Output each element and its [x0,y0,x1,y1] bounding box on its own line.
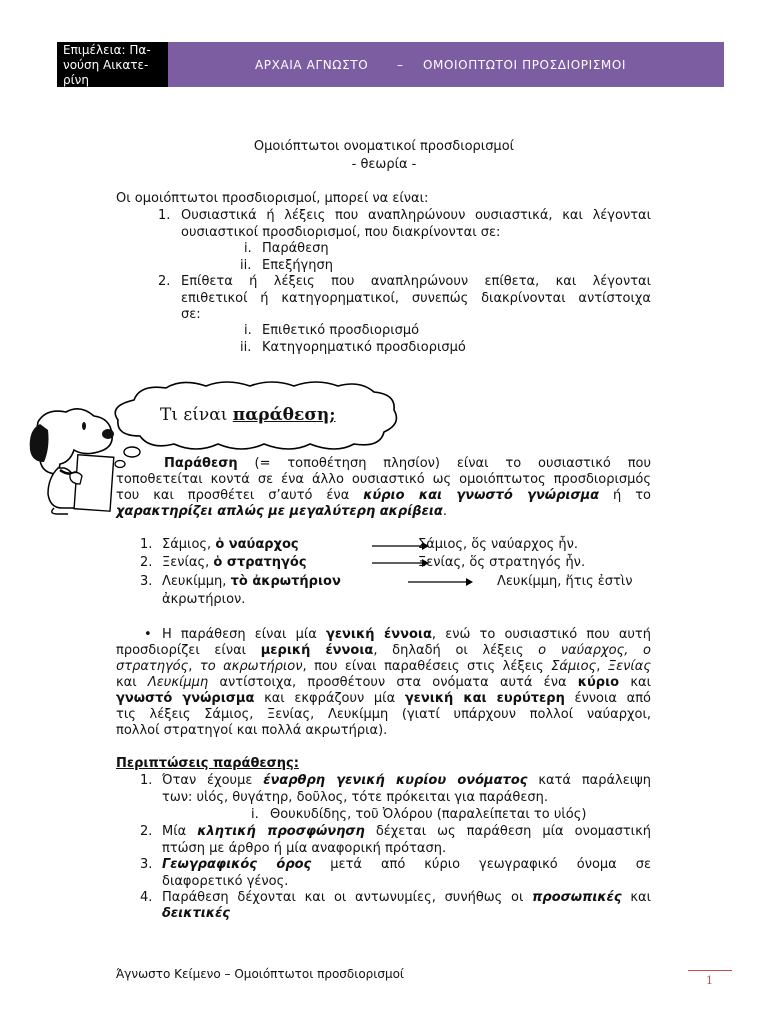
header-banner [168,42,724,87]
list-number: 3. [140,857,153,872]
bullet-line [116,690,651,707]
bullet-bold: γενική και ευρύτερη [404,691,565,706]
list-number: i. [244,241,252,256]
page-subtitle: - θεωρία - [351,157,417,172]
case-line [162,772,651,789]
bullet-text: , ενώ το ουσιαστικό που αυτή [431,627,651,642]
footer-divider [688,970,732,971]
example-apposition: ὁ ναύαρχος [215,537,299,552]
cases-heading: Περιπτώσεις παράθεσης: [116,756,299,771]
bullet-italic: το ακρωτήριον [199,659,303,674]
bubble-question-prefix: Τι είναι [160,405,233,425]
case-text: μετά από κύριο γεωγραφικό όνομα σε [330,857,651,872]
definition-text: του και προσθέτει σ’αυτό ένα [116,488,350,503]
list-number: 4. [140,890,153,905]
intro-item1-line: ουσιαστικοί προσδιορισμοί, που διακρίνονται σε: [181,225,501,240]
definition-text: (= τοποθέτηση πλησίον) είναι το ουσιαστικό που [254,456,652,471]
definition-line [116,503,447,520]
example-number: 1. [140,537,153,552]
case-text: κατά παράλειψη [538,773,651,788]
bullet-text: και [630,675,651,690]
example-continuation: ἀκρωτήριον. [162,592,246,607]
case-line [162,823,651,840]
list-number: i. [251,807,259,822]
bullet-text: και [116,675,137,690]
case-emphasis: έναρθρη γενική κυρίου ονόματος [263,773,528,788]
bullet-bold: μερική έννοια [260,643,374,658]
footer-text: Άγνωστο Κείμενο – Ομοιόπτωτοι προσδιορισμοί [116,967,404,981]
example-left [162,573,341,590]
bullet-text: αντίστοιχα, προσθέτουν στα ονόματα αυτά ένα [219,675,567,690]
page-title: Ομοιόπτωτοι ονοματικοί προσδιορισμοί [253,139,515,154]
bullet-line [162,626,651,643]
case-line: των: υἱός, θυγάτηρ, δοῦλος, τότε πρόκειται για παράθεση. [162,790,548,805]
intro-subitem: Κατηγορηματικό προσδιορισμό [262,340,466,355]
bullet-text: , [596,659,601,674]
case-emphasis: κλητική προσφώνηση [197,824,365,839]
bullet-italic: Λευκίμμη [147,675,209,690]
bullet-italic: , ο [624,643,651,658]
bullet-bold: γνωστό γνώρισμα [116,691,255,706]
bullet-text: Η παράθεση είναι μία [162,627,317,642]
snoopy-icon [18,404,118,516]
intro-subitem: Επεξήγηση [262,258,333,273]
bullet-bold: κύριο [577,675,620,690]
list-number: i. [244,323,252,338]
example-apposition: τὸ ἀκρωτήριον [230,574,341,589]
case-subitem: Θουκυδίδης, τοῦ Ὀλόρου (παραλείπεται το υἱός) [270,807,587,822]
case-text: δέχεται ως παράθεση μία ονομαστική [375,824,651,839]
example-noun: Σάμιος, [162,537,216,552]
definition-line [116,487,651,504]
case-line: διαφορετικό γένος. [162,874,289,889]
list-number: 2. [158,274,171,289]
case-text: και [630,890,651,905]
definition-text: . [442,504,447,519]
bullet-line: τις λέξεις Σάμιος, Ξενίας, Λευκίμμη (γιατί υπάρχουν πολλοί ναύαρχοι, [116,707,651,722]
page-number: 1 [706,974,713,987]
bullet-italic: ο ναύαρχος [538,643,625,658]
bubble-question-term: παράθεση; [232,405,336,425]
bullet-text: προσδιορίζει είναι [116,643,247,658]
bullet-line [116,642,651,659]
intro-subitem: Επιθετικό προσδιορισμό [262,323,420,338]
example-noun: Λευκίμμη, [162,574,231,589]
definition-line [164,455,651,472]
bullet-italic: στρατηγός [116,659,189,674]
author-line: ρίνη [63,73,89,87]
definition-text: ή το [613,488,651,503]
intro-item2-line: σε: [181,307,201,322]
case-emphasis: Γεωγραφικός όρος [162,857,312,872]
author-line: νούση Αικατε- [63,58,149,72]
definition-term: Παράθεση [164,456,238,471]
bullet-text: , [188,659,200,674]
example-number: 3. [140,574,153,589]
bullet-text: , που είναι παραθέσεις στις λέξεις [302,659,544,674]
example-right: Ξενίας, ὅς στρατηγός ἦν. [418,555,586,570]
intro-item2-line: Επίθετα ή λέξεις που αναπληρώνουν επίθετα, και λέγονται [181,274,651,289]
bubble-question [160,404,336,426]
case-text: Μία [162,824,187,839]
example-right: Λευκίμμη, ἥτις ἐστὶν [497,574,633,589]
definition-emphasis: χαρακτηρίζει απλώς με μεγαλύτερη ακρίβεια [116,504,443,519]
header-subject: ΑΡΧΑΙΑ ΑΓΝΩΣΤΟ [255,58,369,72]
bullet-text: , δηλαδή οι λέξεις [373,643,524,658]
case-line [162,889,651,906]
header-dash: – [397,58,404,72]
bullet-bold: γενική έννοια [325,627,432,642]
author-line: Επιμέλεια: Πα- [63,43,151,57]
example-left [162,554,307,571]
case-text: Παράθεση δέχονται και οι αντωνυμίες, συνήθως οι [162,890,524,905]
example-left [162,536,299,553]
example-noun: Ξενίας, [162,555,214,570]
bullet-text: και εκφράζουν μία [264,691,396,706]
arrow-icon [406,576,476,588]
bullet-italic: Σάμιος [551,659,597,674]
bullet-text: έννοια από [574,691,651,706]
definition-emphasis: κύριο και γνωστό γνώρισμα [363,488,600,503]
case-line: πτώση με άρθρο ή μία αναφορική πρόταση. [162,841,447,856]
case-emphasis: προσωπικές [532,890,622,905]
bullet-line: πολλοί στρατηγοί και πολλά ακρωτήρια). [116,723,388,738]
intro-lead: Οι ομοιόπτωτοι προσδιορισμοί, μπορεί να είναι: [116,191,429,206]
case-text: Όταν έχουμε [162,773,253,788]
bullet-italic: Ξενίας [607,659,652,674]
intro-item2-line: επιθετικοί ή κατηγορηματικοί, συνεπώς διακρίνονται αντίστοιχα [181,291,651,306]
list-number: 1. [140,773,153,788]
list-number: 1. [158,208,171,223]
bullet-icon: • [144,627,152,642]
case-line: δεικτικές [162,906,231,921]
bullet-line [116,674,651,691]
example-right: Σάμιος, ὅς ναύαρχος ἦν. [418,537,579,552]
case-line [162,856,651,873]
intro-item1-line: Ουσιαστικά ή λέξεις που αναπληρώνουν ουσιαστικά, και λέγονται [181,208,651,223]
list-number: ii. [240,340,252,355]
author-box [57,42,168,87]
list-number: ii. [240,258,252,273]
definition-line: τοποθετείται κοντά σε ένα άλλο ουσιαστικό ως ομοιόπτωτος προσδιορισμός [116,472,651,487]
list-number: 2. [140,824,153,839]
bullet-line [116,658,651,675]
example-number: 2. [140,555,153,570]
example-apposition: ὁ στρατηγός [213,555,307,570]
intro-subitem: Παράθεση [262,241,329,256]
header-topic: ΟΜΟΙΟΠΤΩΤΟΙ ΠΡΟΣΔΙΟΡΙΣΜΟΙ [423,58,627,72]
